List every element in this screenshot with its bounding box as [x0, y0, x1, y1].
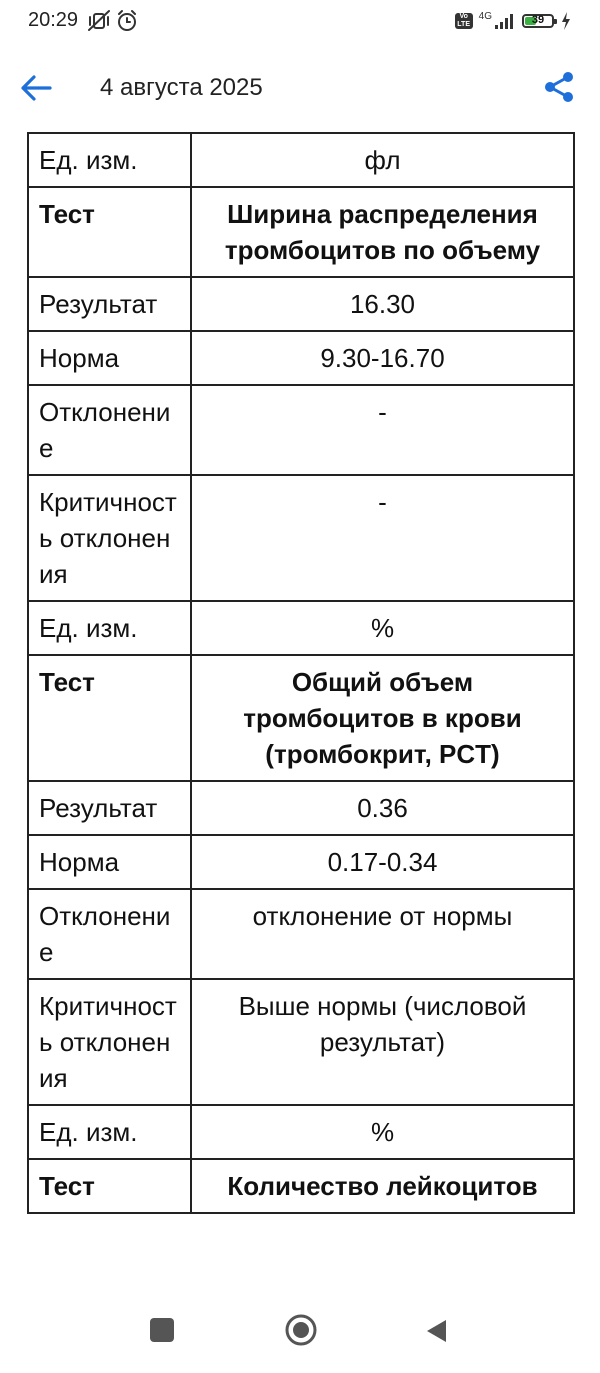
arrow-left-icon	[18, 70, 54, 106]
row-label: Ед. изм.	[28, 133, 191, 187]
status-bar	[0, 0, 600, 44]
table-row	[28, 835, 574, 889]
app-bar	[0, 44, 600, 132]
row-value: 0.17-0.34	[191, 835, 574, 889]
results-table	[27, 132, 575, 1214]
row-value: -	[191, 475, 574, 601]
table-row	[28, 781, 574, 835]
share-icon	[542, 70, 576, 104]
table-row	[28, 1105, 574, 1159]
charging-bolt-icon	[560, 11, 572, 31]
row-label: Тест	[28, 1159, 191, 1213]
row-value: отклонение от нормы	[191, 889, 574, 979]
table-row	[28, 889, 574, 979]
signal-bars-icon	[494, 12, 516, 30]
row-value: Общий объем тромбоцитов в крови (тромбокрит, PCT)	[191, 655, 574, 781]
row-label: Тест	[28, 655, 191, 781]
vibrate-off-icon	[89, 11, 109, 30]
back-button[interactable]	[18, 70, 54, 106]
system-nav-bar	[0, 1296, 600, 1373]
table-row	[28, 979, 574, 1105]
row-label: Критичность отклонения	[28, 979, 191, 1105]
row-label: Отклонение	[28, 889, 191, 979]
network-type-label: 4G	[478, 10, 492, 22]
row-value: Выше нормы (числовой результат)	[191, 979, 574, 1105]
results-scroll-area[interactable]	[0, 132, 600, 1296]
row-value: -	[191, 385, 574, 475]
home-icon[interactable]	[283, 1312, 319, 1348]
row-label: Критичность отклонения	[28, 475, 191, 601]
triangle-back-icon	[424, 1318, 448, 1344]
battery-icon	[522, 14, 554, 28]
volte-icon: Vo LTE	[455, 13, 473, 29]
table-row	[28, 187, 574, 277]
status-right-icons	[455, 10, 572, 32]
page-title: 4 августа 2025	[100, 74, 263, 101]
row-value: фл	[191, 133, 574, 187]
row-label: Ед. изм.	[28, 601, 191, 655]
row-label: Отклонение	[28, 385, 191, 475]
row-value: %	[191, 1105, 574, 1159]
row-label: Результат	[28, 277, 191, 331]
home-circle-icon	[283, 1312, 319, 1348]
row-value: %	[191, 601, 574, 655]
row-value: 9.30-16.70	[191, 331, 574, 385]
row-label: Норма	[28, 835, 191, 889]
table-row	[28, 1159, 574, 1213]
status-left-icons	[88, 8, 142, 39]
alarm-clock-icon	[119, 11, 135, 30]
notification-icons	[88, 8, 142, 34]
row-value: 16.30	[191, 277, 574, 331]
status-time: 20:29	[28, 9, 79, 31]
table-row	[28, 277, 574, 331]
table-row	[28, 331, 574, 385]
row-label: Норма	[28, 331, 191, 385]
row-label: Результат	[28, 781, 191, 835]
table-row	[28, 385, 574, 475]
row-label: Тест	[28, 187, 191, 277]
battery-level: 39	[531, 14, 545, 26]
share-button[interactable]	[542, 70, 576, 104]
table-row	[28, 133, 574, 187]
row-value: 0.36	[191, 781, 574, 835]
table-row	[28, 475, 574, 601]
table-row	[28, 655, 574, 781]
row-value: Количество лейкоцитов	[191, 1159, 574, 1213]
battery-tip	[554, 19, 557, 24]
nav-back-icon[interactable]	[424, 1318, 448, 1344]
recents-icon[interactable]	[150, 1318, 174, 1342]
row-value: Ширина распределения тромбоцитов по объему	[191, 187, 574, 277]
table-row	[28, 601, 574, 655]
row-label: Ед. изм.	[28, 1105, 191, 1159]
